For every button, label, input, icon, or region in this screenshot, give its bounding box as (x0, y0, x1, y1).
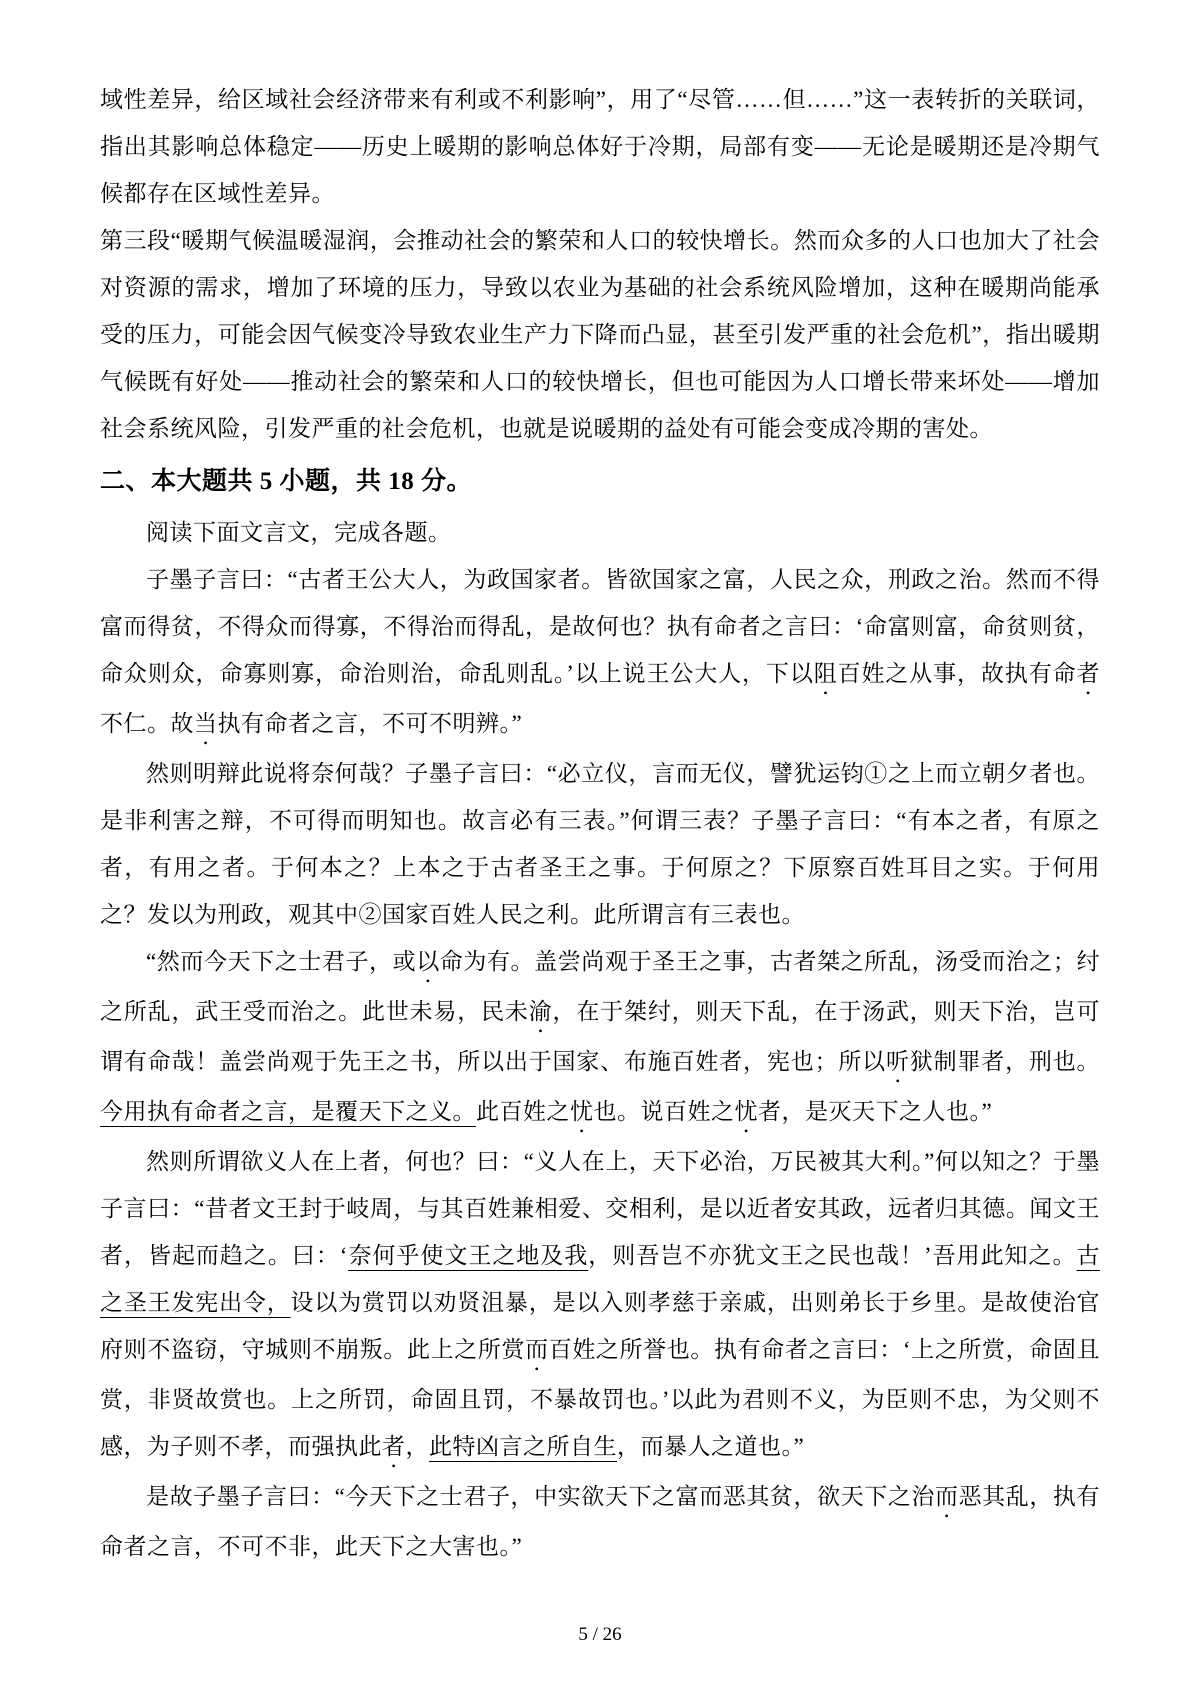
emphasis-dot-text: 者 (1076, 661, 1100, 686)
underlined-text: 奈何乎使文王之地及我 (347, 1243, 589, 1268)
text-run: 设以为赏罚以劝贤沮暴，是以入则孝慈于亲戚，出则弟长于乡里。是故使治官府则不盗窃，守城则不崩叛。此上之所赏 (100, 1290, 1101, 1362)
section-two-heading (100, 458, 1100, 505)
text-run: 是故子墨子言曰：“今天下之士君子，中实欲天下之富而恶其贫，欲天下之治 (146, 1484, 935, 1509)
classical-paragraph-5 (100, 1473, 1100, 1570)
analysis-paragraph-continued (100, 76, 1100, 217)
emphasis-dot-text: 听 (885, 1049, 910, 1074)
text-run: 域性差异，给区域社会经济带来有利或不利影响”，用了“尽管……但……”这一表转折的关联词，指出其影响总体稳定——历史上暖期的影响总体好于冷期，局部有变——无论是暖期还是冷期气候都存在区域性差异。 (100, 87, 1100, 206)
text-run: 然则所谓欲义人在上者，何也？曰：“义人在上，天下必治，万民被其大利。”何以知之？于墨子言曰：“昔者文王封于岐周，与其百姓兼相爱、交相利，是以近者安其政，远者归其德。闻文王者，皆起而趋之。曰：‘ (100, 1149, 1100, 1268)
emphasis-dot-text: 者 (382, 1434, 406, 1459)
emphasis-dot-text: 渝 (528, 999, 553, 1024)
emphasis-dot-text: 当 (194, 711, 218, 736)
classical-paragraph-4 (100, 1138, 1100, 1473)
text-run: 者，是灭天下之人也。” (758, 1099, 993, 1124)
emphasis-dot-text: 忧 (734, 1099, 758, 1124)
text-run: 百姓之从事，故执有命 (837, 661, 1077, 686)
emphasis-dot-text: 而 (525, 1337, 549, 1362)
text-run: ，在于桀纣，则天下乱，在于汤武，则天下治，岂可谓有命哉！盖尝尚观于先王之书，所以出于国家、布施百姓者，宪也；所以 (100, 999, 1101, 1074)
classical-paragraph-1 (100, 556, 1100, 750)
text-run: 阅读下面文言文，完成各题。 (146, 520, 452, 545)
text-run: 也。说百姓之 (593, 1099, 735, 1124)
emphasis-dot-text: 阻 (813, 661, 838, 686)
text-run: 此百姓之 (476, 1099, 570, 1124)
text-run: 第三段“暖期气候温暖湿润，会推动社会的繁荣和人口的较快增长。然而众多的人口也加大了社会对资源的需求，增加了环境的压力，导致以农业为基础的社会系统风险增加，这种在暖期尚能承受的压力，可能会因气候变冷导致农业生产力下降而凸显，甚至引发严重的社会危机”，指出暖期气候既有好处——推动社会的繁荣和人口的较快增长，但也可能因为人口增长带来坏处——增加社会系统风险，引发严重的社会危机，也就是说暖期的益处有可能会变成冷期的害处。 (100, 228, 1100, 441)
text-run: 命为有。盖尝尚观于圣王之事，古者桀之所乱，汤受而治之；纣之所乱，武王受而治之。此世未易，民未 (100, 949, 1101, 1024)
reading-instruction (100, 509, 1100, 556)
text-run: 不仁。故 (100, 711, 194, 736)
text-run: 子墨子言曰：“古者王公大人，为政国家者。皆欲国家之富，人民之众，刑政之治。然而不得富而得贫，不得众而得寡，不得治而得乱，是故何也？执有命者之言曰：‘命富则富，命贫则贫，命众则众，命寡则寡，命治则治，命乱则乱。’以上说王公大人，下以 (100, 567, 1100, 686)
classical-paragraph-2 (100, 750, 1100, 938)
text-run: 狱制罪者，刑也。 (909, 1049, 1101, 1074)
text-run: 执有命者之言，不可不明辨。” (217, 711, 523, 736)
underlined-text: 今用执有命者之言，是覆天下之义。 (100, 1099, 476, 1124)
text-run: 恶其乱，执有命者之言，不可不非，此天下之大害也。” (100, 1484, 1101, 1559)
analysis-paragraph-three (100, 217, 1100, 452)
document-content (100, 76, 1100, 1570)
underlined-text: 古之圣王发宪出令， (100, 1243, 1100, 1315)
emphasis-dot-text: 忧 (570, 1099, 594, 1124)
text-run: 百姓之所誉也。执有命者之言曰：‘上之所赏，命固且赏，非贤故赏也。上之所罚，命固且罚，不暴故罚也。’以此为君则不义，为臣则不忠，为父则不感，为子则不孝，而强执此 (100, 1337, 1101, 1459)
text-run: ，则吾岂不亦犹文王之民也哉！’吾用此知之。 (588, 1243, 1077, 1268)
text-run: 二、本大题共 5 小题，共 18 分。 (100, 468, 473, 495)
emphasis-dot-text: 以 (416, 949, 440, 974)
text-run: ，而暴人之道也。” (617, 1434, 805, 1459)
page-number: 5 / 26 (578, 1624, 622, 1645)
underlined-text: 此特凶言之所自生 (429, 1434, 617, 1459)
emphasis-dot-text: 而 (935, 1484, 959, 1509)
text-run: “然而今天下之士君子，或 (146, 949, 417, 974)
classical-paragraph-3 (100, 938, 1100, 1138)
text-run: 然则明辩此说将奈何哉？子墨子言曰：“必立仪，言而无仪，譬犹运钧①之上而立朝夕者也。是非利害之辩，不可得而明知也。故言必有三表。”何谓三表？子墨子言曰：“有本之者，有原之者，有用之者。于何本之？上本之于古者圣王之事。于何原之？下原察百姓耳目之实。于何用之？发以为刑政，观其中②国家百姓人民之利。此所谓言有三表也。 (100, 761, 1100, 927)
text-run: ， (405, 1434, 429, 1459)
